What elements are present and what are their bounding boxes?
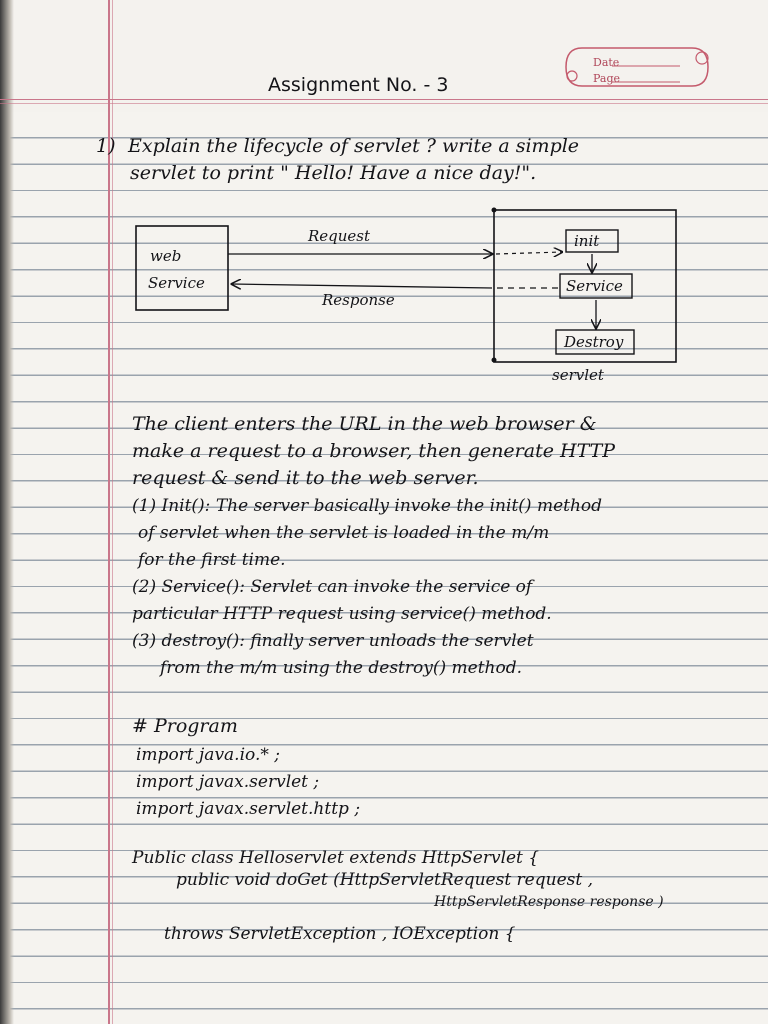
web-service-label-line1: web <box>150 247 182 265</box>
question-line-1: Explain the lifecycle of servlet ? write a simple <box>128 135 580 157</box>
binding-shadow <box>0 0 14 1024</box>
page-label: Page <box>593 72 621 85</box>
code-line-2: import javax.servlet ; <box>136 772 320 792</box>
response-arrow <box>232 284 492 288</box>
explanation-line-8: particular HTTP request using service() method. <box>132 604 552 624</box>
explanation-line-6: for the first time. <box>138 550 286 570</box>
top-margin-line-inner <box>0 103 768 104</box>
explanation-line-4: (1) Init(): The server basically invoke the init() method <box>132 496 603 516</box>
code-line-5: public void doGet (HttpServletRequest request , <box>176 870 593 890</box>
explanation-line-5: of servlet when the servlet is loaded in the m/m <box>138 523 550 543</box>
service-label: Service <box>566 277 623 295</box>
question-line-2: servlet to print " Hello! Have a nice day!". <box>130 162 537 184</box>
request-label: Request <box>308 227 371 245</box>
code-line-4: Public class Helloservlet extends HttpServlet { <box>132 848 540 868</box>
explanation-line-10: from the m/m using the destroy() method. <box>160 658 522 678</box>
web-service-box <box>136 226 228 310</box>
code-line-1: import java.io.* ; <box>136 745 280 765</box>
explanation-line-9: (3) destroy(): finally server unloads the servlet <box>132 631 534 651</box>
date-page-stamp <box>562 44 712 90</box>
program-heading: # Program <box>132 715 238 737</box>
page-title: Assignment No. - 3 <box>268 74 449 96</box>
servlet-container-label: servlet <box>552 366 604 384</box>
explanation-line-7: (2) Service(): Servlet can invoke the service of <box>132 577 533 597</box>
code-line-6: HttpServletResponse response ) <box>434 894 664 910</box>
top-margin-line <box>0 99 768 100</box>
explanation-line-1: The client enters the URL in the web browser & <box>132 413 597 435</box>
code-line-7: throws ServletException , IOException { <box>164 924 516 944</box>
web-service-label-line2: Service <box>148 274 205 292</box>
request-dashed-arrow <box>496 252 562 254</box>
code-line-3: import javax.servlet.http ; <box>136 799 361 819</box>
destroy-label: Destroy <box>564 333 624 351</box>
date-label: Date <box>593 56 620 69</box>
init-label: init <box>574 232 600 250</box>
question-number: 1) <box>96 135 116 157</box>
explanation-line-2: make a request to a browser, then generate HTTP <box>132 440 616 462</box>
explanation-line-3: request & send it to the web server. <box>132 467 479 489</box>
response-label: Response <box>322 291 395 309</box>
